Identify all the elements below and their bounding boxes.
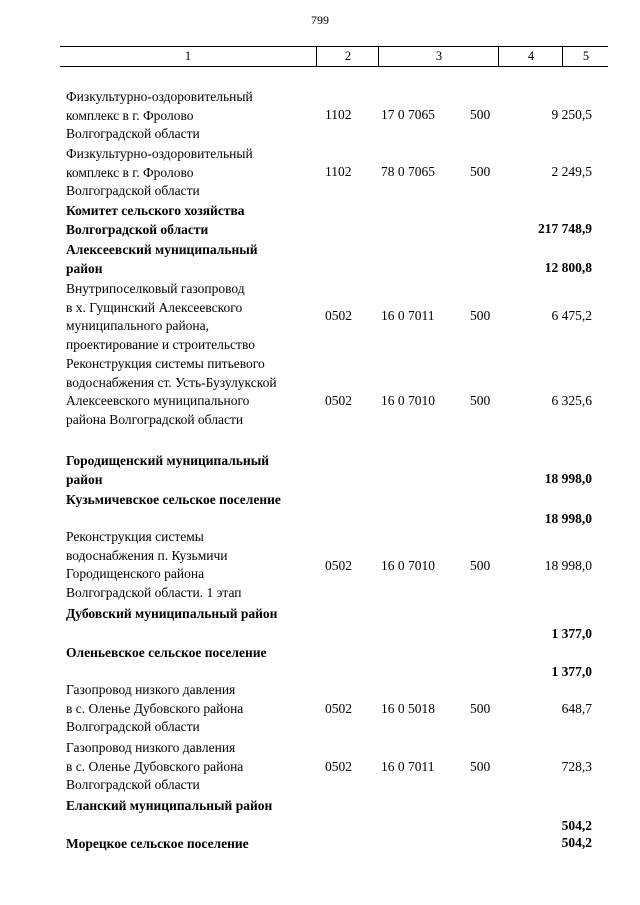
row-name: Кузьмичевское сельское поселение bbox=[66, 492, 281, 507]
row-name: Реконструкция системы водоснабжения п. Кузьмичи Городищенского района Волгоградской области. 1 этап bbox=[66, 529, 242, 600]
row-name: Комитет сельского хозяйства Волгоградской области bbox=[66, 203, 245, 237]
row-expense-type: 500 bbox=[470, 308, 491, 323]
row-name: Городищенский муниципальный район bbox=[66, 453, 270, 487]
row-name: Газопровод низкого давления в с. Оленье Дубовского района Волгоградской области bbox=[66, 740, 244, 792]
row-name: Морецкое сельское поселение bbox=[66, 836, 249, 851]
row-expense-type: 500 bbox=[470, 701, 491, 716]
row-amount: 12 800,8 bbox=[544, 259, 592, 275]
header-col-3: 3 bbox=[378, 47, 499, 66]
row-amount: 1 377,0 bbox=[551, 626, 592, 641]
header-col-5: 5 bbox=[562, 47, 609, 66]
row-section-code: 1102 bbox=[325, 106, 352, 122]
row-section-code: 0502 bbox=[325, 393, 352, 408]
row-name: Внутрипоселковый газопровод в х. Гущинский Алексеевского муниципального района, проектирование и строительство bbox=[66, 281, 255, 352]
row-expense-type: 500 bbox=[470, 106, 491, 122]
row-name: Дубовский муниципальный район bbox=[66, 606, 278, 621]
header-col-4: 4 bbox=[498, 47, 563, 66]
row-name: Еланский муниципальный район bbox=[66, 798, 273, 813]
row-target-code: 16 0 7010 bbox=[381, 558, 435, 573]
header-col-2: 2 bbox=[316, 47, 379, 66]
header-col-1: 1 bbox=[184, 49, 192, 63]
row-name: Газопровод низкого давления в с. Оленье Дубовского района Волгоградской области bbox=[66, 682, 244, 734]
row-amount: 18 998,0 bbox=[544, 470, 592, 486]
row-name: Физкультурно-оздоровительный комплекс в г. Фролово Волгоградской области bbox=[66, 89, 253, 141]
row-section-code: 1102 bbox=[325, 163, 352, 179]
row-expense-type: 500 bbox=[470, 558, 491, 573]
row-expense-type: 500 bbox=[470, 163, 491, 179]
row-section-code: 0502 bbox=[325, 308, 352, 323]
row-section-code: 0502 bbox=[325, 558, 352, 573]
row-target-code: 16 0 5018 bbox=[381, 701, 435, 716]
row-target-code: 16 0 7010 bbox=[381, 393, 435, 408]
row-amount: 9 250,5 bbox=[551, 106, 592, 122]
row-amount: 6 475,2 bbox=[551, 308, 592, 323]
row-amount: 1 377,0 bbox=[551, 664, 592, 679]
row-target-code: 78 0 7065 bbox=[381, 163, 435, 179]
row-section-code: 0502 bbox=[325, 759, 352, 774]
row-amount: 504,2 bbox=[561, 818, 592, 833]
row-name: Реконструкция системы питьевого водоснабжения ст. Усть-Бузулукской Алексеевского муниципального района Волгоградской области bbox=[66, 356, 277, 427]
row-amount: 6 325,6 bbox=[551, 393, 592, 408]
table-header bbox=[60, 46, 608, 67]
row-amount: 18 998,0 bbox=[544, 558, 592, 573]
row-name: Физкультурно-оздоровительный комплекс в г. Фролово Волгоградской области bbox=[66, 146, 253, 198]
row-name: Оленьевское сельское поселение bbox=[66, 645, 267, 660]
row-expense-type: 500 bbox=[470, 393, 491, 408]
row-target-code: 17 0 7065 bbox=[381, 106, 435, 122]
row-amount: 18 998,0 bbox=[544, 511, 592, 526]
row-amount: 504,2 bbox=[561, 835, 592, 850]
row-amount: 217 748,9 bbox=[538, 220, 592, 236]
row-name: Алексеевский муниципальный район bbox=[66, 242, 258, 276]
row-target-code: 16 0 7011 bbox=[381, 759, 435, 774]
page-number: 799 bbox=[311, 13, 329, 27]
row-section-code: 0502 bbox=[325, 701, 352, 716]
row-amount: 728,3 bbox=[561, 759, 592, 774]
row-expense-type: 500 bbox=[470, 759, 491, 774]
row-amount: 648,7 bbox=[561, 701, 592, 716]
row-amount: 2 249,5 bbox=[551, 163, 592, 179]
row-target-code: 16 0 7011 bbox=[381, 308, 435, 323]
